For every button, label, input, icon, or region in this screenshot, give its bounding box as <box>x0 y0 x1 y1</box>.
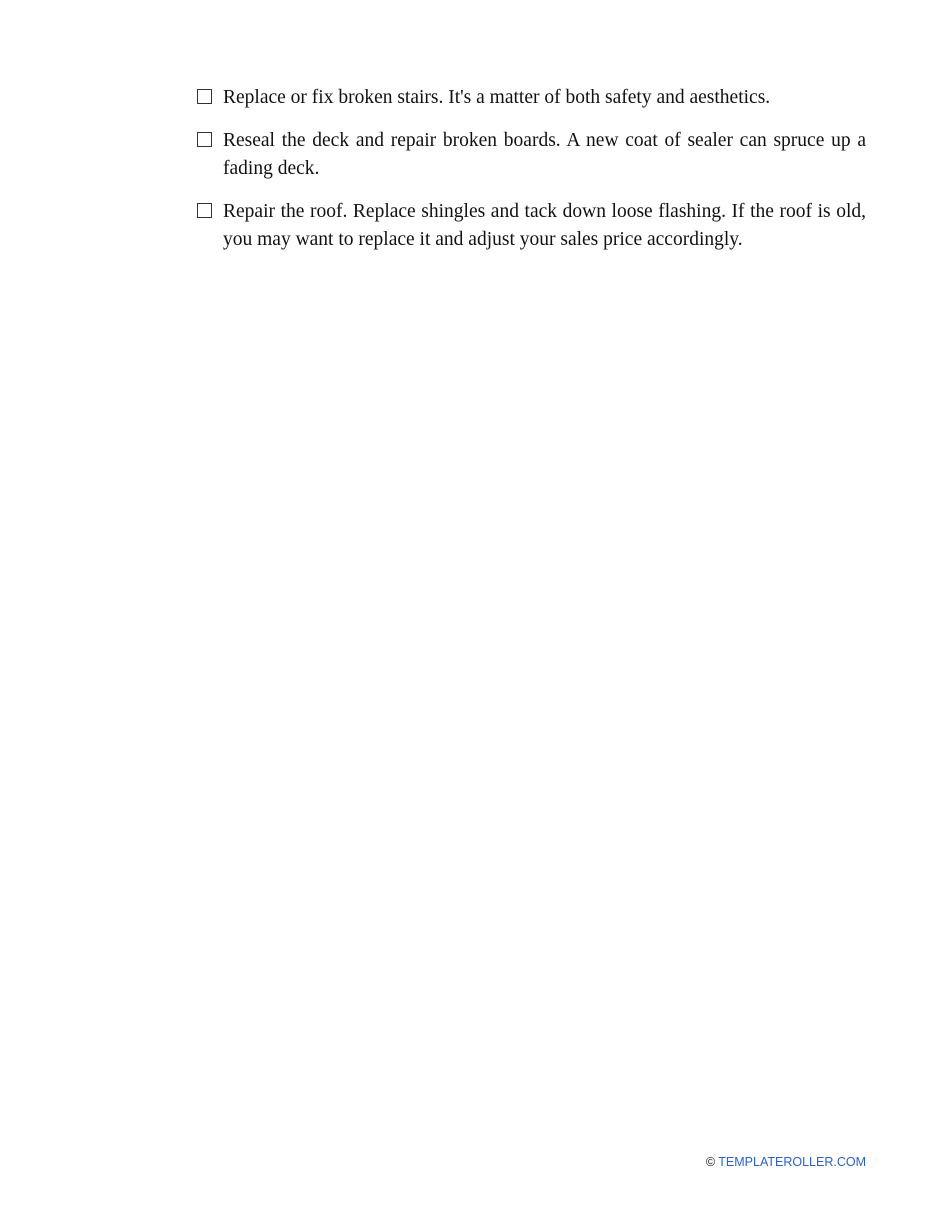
copyright-symbol: © <box>705 1155 716 1169</box>
checkbox-icon[interactable] <box>197 89 212 104</box>
checklist-item-deck <box>197 127 866 183</box>
checklist-item-text: Replace or fix broken stairs. It's a matter of both safety and aesthetics. <box>223 87 771 108</box>
checklist-item-stairs <box>197 84 866 112</box>
checkbox-icon[interactable] <box>197 203 212 218</box>
checklist-item-roof <box>197 198 866 254</box>
templateroller-link[interactable]: TEMPLATEROLLER.COM <box>718 1155 866 1169</box>
checkbox-icon[interactable] <box>197 132 212 147</box>
footer-credit <box>706 1155 866 1169</box>
checklist-item-text: Reseal the deck and repair broken boards. A new coat of sealer can spruce up a fading deck. <box>223 130 866 179</box>
home-repair-checklist <box>197 84 866 269</box>
checklist-item-text: Repair the roof. Replace shingles and tack down loose flashing. If the roof is old, you may want to replace it and adjust your sales price accordingly. <box>223 201 866 250</box>
